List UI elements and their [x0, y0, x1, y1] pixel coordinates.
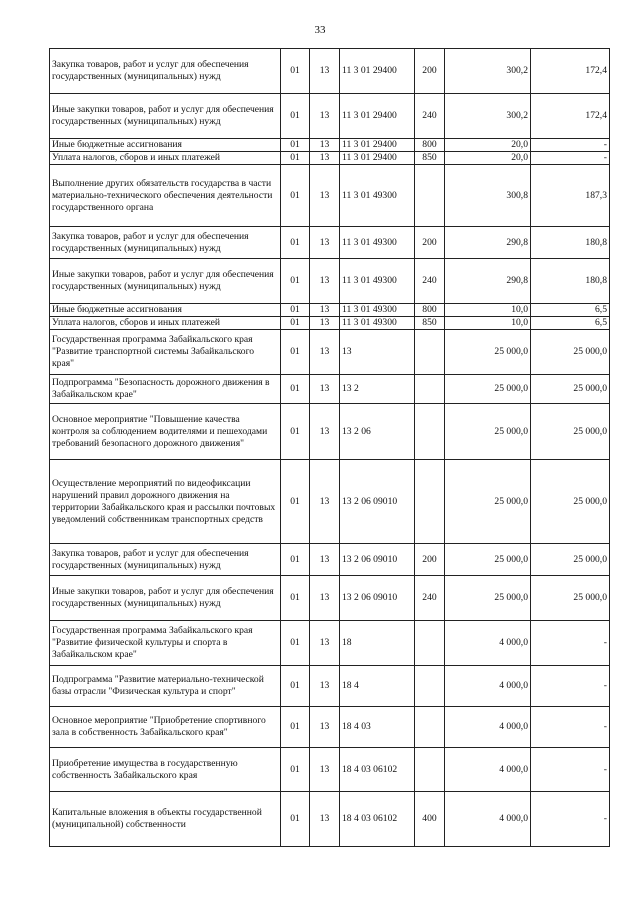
row-subsection-cell: 13: [310, 165, 340, 227]
table-row: [50, 792, 610, 847]
row-amount-1-cell: 4 000,0: [445, 748, 531, 792]
row-section-cell: 01: [281, 375, 310, 404]
row-target-article-cell: 11 3 01 49300: [340, 165, 415, 227]
row-target-article-cell: 18 4 03 06102: [340, 792, 415, 847]
row-section-cell: 01: [281, 317, 310, 330]
row-amount-1-cell: 25 000,0: [445, 375, 531, 404]
row-target-article-cell: 11 3 01 49300: [340, 227, 415, 259]
row-amount-1-cell: 4 000,0: [445, 707, 531, 748]
table-row: [50, 544, 610, 576]
row-amount-2-cell: 187,3: [531, 165, 610, 227]
row-name-cell: Основное мероприятие "Приобретение спортивного зала в собственность Забайкальского края": [50, 707, 281, 748]
row-target-article-cell: 11 3 01 49300: [340, 304, 415, 317]
row-amount-1-cell: 10,0: [445, 317, 531, 330]
row-amount-1-cell: 10,0: [445, 304, 531, 317]
row-subsection-cell: 13: [310, 330, 340, 375]
row-name-cell: Иные закупки товаров, работ и услуг для обеспечения государственных (муниципальных) нужд: [50, 94, 281, 139]
row-amount-1-cell: 4 000,0: [445, 621, 531, 666]
row-subsection-cell: 13: [310, 707, 340, 748]
row-amount-2-cell: -: [531, 748, 610, 792]
row-amount-2-cell: -: [531, 666, 610, 707]
row-amount-1-cell: 20,0: [445, 139, 531, 152]
row-target-article-cell: 11 3 01 49300: [340, 259, 415, 304]
row-expense-type-cell: [415, 621, 445, 666]
row-name-cell: Иные бюджетные ассигнования: [50, 304, 281, 317]
row-subsection-cell: 13: [310, 94, 340, 139]
row-expense-type-cell: [415, 666, 445, 707]
row-section-cell: 01: [281, 621, 310, 666]
row-amount-1-cell: 4 000,0: [445, 792, 531, 847]
table-row: [50, 621, 610, 666]
page-number: 33: [314, 24, 326, 36]
row-section-cell: 01: [281, 227, 310, 259]
row-name-cell: Основное мероприятие "Повышение качества контроля за соблюдением водителями и пешеходами требований безопасного дорожного движения": [50, 404, 281, 460]
table-row: [50, 317, 610, 330]
row-expense-type-cell: 240: [415, 94, 445, 139]
row-subsection-cell: 13: [310, 792, 340, 847]
row-amount-2-cell: 25 000,0: [531, 576, 610, 621]
row-subsection-cell: 13: [310, 748, 340, 792]
row-amount-2-cell: 25 000,0: [531, 404, 610, 460]
row-amount-1-cell: 20,0: [445, 152, 531, 165]
row-amount-2-cell: 25 000,0: [531, 330, 610, 375]
row-name-cell: Иные закупки товаров, работ и услуг для обеспечения государственных (муниципальных) нужд: [50, 259, 281, 304]
row-amount-1-cell: 25 000,0: [445, 330, 531, 375]
table-row: [50, 375, 610, 404]
row-target-article-cell: 11 3 01 29400: [340, 94, 415, 139]
row-section-cell: 01: [281, 139, 310, 152]
table-row: [50, 304, 610, 317]
row-expense-type-cell: [415, 707, 445, 748]
row-target-article-cell: 11 3 01 29400: [340, 139, 415, 152]
row-amount-1-cell: 25 000,0: [445, 404, 531, 460]
row-name-cell: Капитальные вложения в объекты государственной (муниципальной) собственности: [50, 792, 281, 847]
row-section-cell: 01: [281, 404, 310, 460]
row-name-cell: Закупка товаров, работ и услуг для обеспечения государственных (муниципальных) нужд: [50, 49, 281, 94]
table-row: [50, 49, 610, 94]
row-amount-2-cell: 180,8: [531, 227, 610, 259]
table-row: [50, 460, 610, 544]
row-name-cell: Закупка товаров, работ и услуг для обеспечения государственных (муниципальных) нужд: [50, 227, 281, 259]
row-subsection-cell: 13: [310, 375, 340, 404]
row-expense-type-cell: 200: [415, 49, 445, 94]
row-section-cell: 01: [281, 460, 310, 544]
row-name-cell: Подпрограмма "Безопасность дорожного движения в Забайкальском крае": [50, 375, 281, 404]
row-subsection-cell: 13: [310, 404, 340, 460]
row-amount-2-cell: -: [531, 792, 610, 847]
row-expense-type-cell: 240: [415, 576, 445, 621]
row-section-cell: 01: [281, 49, 310, 94]
row-amount-2-cell: -: [531, 621, 610, 666]
row-name-cell: Государственная программа Забайкальского края "Развитие физической культуры и спорта в Забайкальском крае": [50, 621, 281, 666]
row-subsection-cell: 13: [310, 227, 340, 259]
row-name-cell: Иные закупки товаров, работ и услуг для обеспечения государственных (муниципальных) нужд: [50, 576, 281, 621]
row-amount-2-cell: 180,8: [531, 259, 610, 304]
row-target-article-cell: 13 2 06 09010: [340, 576, 415, 621]
row-amount-1-cell: 300,2: [445, 49, 531, 94]
row-section-cell: 01: [281, 576, 310, 621]
row-name-cell: Государственная программа Забайкальского края "Развитие транспортной системы Забайкальского края": [50, 330, 281, 375]
row-amount-1-cell: 25 000,0: [445, 576, 531, 621]
row-expense-type-cell: 850: [415, 317, 445, 330]
table-row: [50, 330, 610, 375]
row-expense-type-cell: 800: [415, 139, 445, 152]
table-row: [50, 152, 610, 165]
row-target-article-cell: 11 3 01 29400: [340, 152, 415, 165]
table-row: [50, 748, 610, 792]
row-name-cell: Закупка товаров, работ и услуг для обеспечения государственных (муниципальных) нужд: [50, 544, 281, 576]
budget-table: [49, 48, 610, 847]
row-expense-type-cell: [415, 460, 445, 544]
row-section-cell: 01: [281, 666, 310, 707]
row-amount-1-cell: 300,2: [445, 94, 531, 139]
table-row: [50, 576, 610, 621]
table-row: [50, 94, 610, 139]
row-target-article-cell: 11 3 01 29400: [340, 49, 415, 94]
row-amount-1-cell: 25 000,0: [445, 460, 531, 544]
row-amount-1-cell: 290,8: [445, 227, 531, 259]
row-amount-1-cell: 300,8: [445, 165, 531, 227]
row-amount-2-cell: -: [531, 152, 610, 165]
row-subsection-cell: 13: [310, 304, 340, 317]
row-section-cell: 01: [281, 259, 310, 304]
row-amount-2-cell: -: [531, 139, 610, 152]
row-expense-type-cell: [415, 165, 445, 227]
table-row: [50, 227, 610, 259]
row-amount-1-cell: 290,8: [445, 259, 531, 304]
row-subsection-cell: 13: [310, 544, 340, 576]
table-row: [50, 666, 610, 707]
row-expense-type-cell: 200: [415, 544, 445, 576]
row-expense-type-cell: [415, 404, 445, 460]
row-section-cell: 01: [281, 152, 310, 165]
row-amount-1-cell: 25 000,0: [445, 544, 531, 576]
row-amount-2-cell: -: [531, 707, 610, 748]
row-subsection-cell: 13: [310, 139, 340, 152]
row-amount-2-cell: 6,5: [531, 304, 610, 317]
row-section-cell: 01: [281, 792, 310, 847]
row-target-article-cell: 13 2 06: [340, 404, 415, 460]
row-name-cell: Иные бюджетные ассигнования: [50, 139, 281, 152]
row-amount-1-cell: 4 000,0: [445, 666, 531, 707]
row-expense-type-cell: 850: [415, 152, 445, 165]
row-subsection-cell: 13: [310, 317, 340, 330]
row-subsection-cell: 13: [310, 49, 340, 94]
row-name-cell: Выполнение других обязательств государства в части материально-технического обеспечения деятельности государственного органа: [50, 165, 281, 227]
row-name-cell: Осуществление мероприятий по видеофиксации нарушений правил дорожного движения на территории Забайкальского края и рассылки почтовых уведомлений собственникам транспортных средств: [50, 460, 281, 544]
row-target-article-cell: 13 2 06 09010: [340, 544, 415, 576]
row-name-cell: Приобретение имущества в государственную собственность Забайкальского края: [50, 748, 281, 792]
row-target-article-cell: 13: [340, 330, 415, 375]
row-subsection-cell: 13: [310, 621, 340, 666]
table-row: [50, 707, 610, 748]
row-target-article-cell: 18: [340, 621, 415, 666]
row-amount-2-cell: 6,5: [531, 317, 610, 330]
row-name-cell: Уплата налогов, сборов и иных платежей: [50, 317, 281, 330]
row-target-article-cell: 13 2 06 09010: [340, 460, 415, 544]
row-expense-type-cell: 200: [415, 227, 445, 259]
row-subsection-cell: 13: [310, 666, 340, 707]
row-name-cell: Уплата налогов, сборов и иных платежей: [50, 152, 281, 165]
row-section-cell: 01: [281, 544, 310, 576]
table-row: [50, 165, 610, 227]
row-subsection-cell: 13: [310, 152, 340, 165]
row-expense-type-cell: [415, 748, 445, 792]
row-subsection-cell: 13: [310, 576, 340, 621]
row-section-cell: 01: [281, 165, 310, 227]
row-name-cell: Подпрограмма "Развитие материально-технической базы отрасли "Физическая культура и спорт": [50, 666, 281, 707]
row-subsection-cell: 13: [310, 460, 340, 544]
row-section-cell: 01: [281, 94, 310, 139]
row-amount-2-cell: 25 000,0: [531, 375, 610, 404]
row-section-cell: 01: [281, 304, 310, 317]
row-amount-2-cell: 172,4: [531, 94, 610, 139]
row-expense-type-cell: 400: [415, 792, 445, 847]
row-expense-type-cell: 800: [415, 304, 445, 317]
row-expense-type-cell: 240: [415, 259, 445, 304]
row-target-article-cell: 11 3 01 49300: [340, 317, 415, 330]
table-row: [50, 259, 610, 304]
row-target-article-cell: 18 4 03 06102: [340, 748, 415, 792]
row-section-cell: 01: [281, 748, 310, 792]
table-row: [50, 139, 610, 152]
row-section-cell: 01: [281, 330, 310, 375]
row-target-article-cell: 18 4 03: [340, 707, 415, 748]
row-section-cell: 01: [281, 707, 310, 748]
row-amount-2-cell: 25 000,0: [531, 460, 610, 544]
row-target-article-cell: 13 2: [340, 375, 415, 404]
row-expense-type-cell: [415, 375, 445, 404]
row-expense-type-cell: [415, 330, 445, 375]
row-amount-2-cell: 25 000,0: [531, 544, 610, 576]
budget-table-body: [50, 49, 610, 847]
table-row: [50, 404, 610, 460]
row-target-article-cell: 18 4: [340, 666, 415, 707]
row-amount-2-cell: 172,4: [531, 49, 610, 94]
row-subsection-cell: 13: [310, 259, 340, 304]
